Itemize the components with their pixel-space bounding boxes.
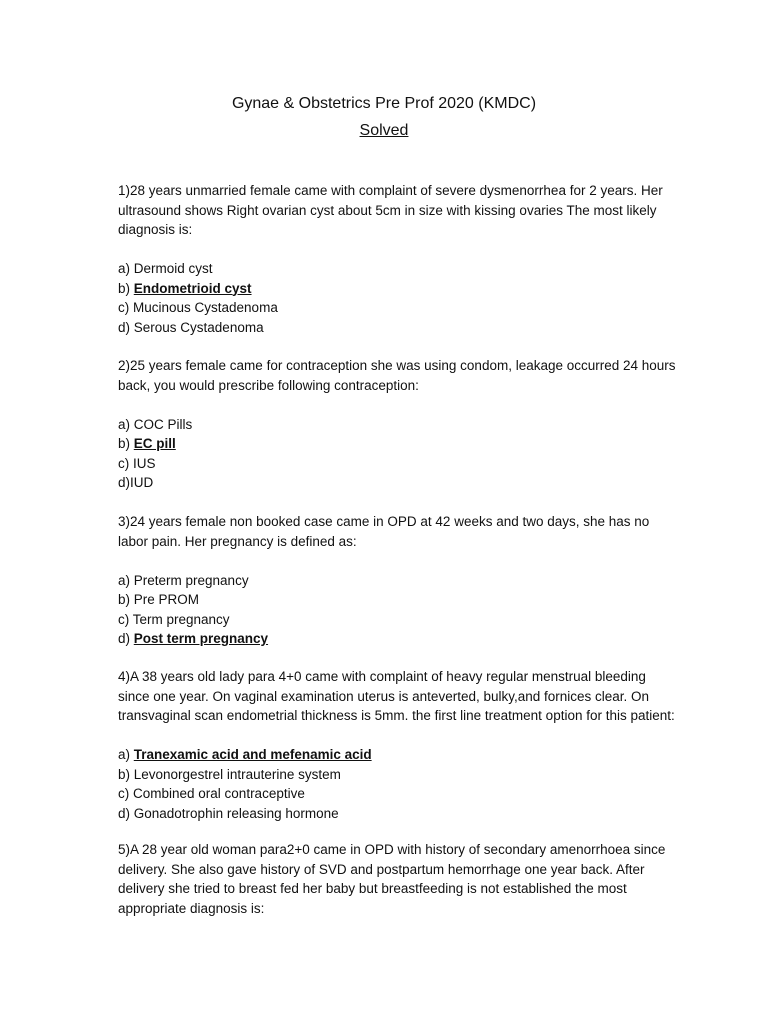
document-subtitle: Solved [359, 122, 409, 139]
option-b [118, 279, 678, 299]
question-2 [118, 356, 678, 493]
option-prefix: a) [118, 261, 134, 276]
option-list [118, 259, 678, 337]
option-d [118, 473, 678, 493]
option-a [118, 571, 678, 591]
option-prefix: c) [118, 611, 133, 627]
option-prefix: b) [118, 766, 134, 782]
option-c [118, 784, 678, 804]
option-prefix: d) [118, 805, 134, 821]
option-text: Gonadotrophin releasing hormone [133, 805, 339, 821]
option-list [118, 745, 678, 823]
correct-answer: Tranexamic acid and mefenamic acid [133, 747, 372, 762]
correct-answer: EC pill [133, 436, 176, 451]
question-1 [118, 181, 678, 337]
question-stem: 5)A 28 year old woman para2+0 came in OPD with history of secondary amenorrhoea since delivery. She also gave history of SVD and postpartum hemorrhage one year back. After delivery she tried to breast fed her baby but breastfeeding is not established the most appropriate diagnosis is: [118, 842, 666, 916]
option-prefix: b) [118, 592, 134, 607]
option-prefix: b) [118, 280, 134, 296]
option-text: Dermoid cyst [133, 261, 213, 276]
option-text: Serous Cystadenoma [133, 319, 264, 335]
option-prefix: c) [118, 786, 133, 801]
question-3 [118, 512, 678, 649]
option-text: Levonorgestrel intrauterine system [133, 766, 341, 782]
option-c [118, 298, 678, 318]
option-prefix: a) [118, 416, 134, 432]
correct-answer: Post term pregnancy [133, 631, 269, 646]
option-d [118, 629, 678, 649]
option-d [118, 804, 678, 824]
question-4 [118, 667, 678, 823]
option-text: Mucinous Cystadenoma [133, 300, 278, 315]
option-a [118, 745, 678, 765]
option-list [118, 571, 678, 649]
option-list [118, 415, 678, 493]
option-text: Preterm pregnancy [133, 572, 249, 588]
option-text: Combined oral contraceptive [133, 786, 305, 801]
option-b [118, 434, 678, 454]
option-text: Pre PROM [133, 592, 200, 607]
option-prefix: d) [118, 319, 134, 335]
option-prefix: d) [118, 475, 131, 490]
option-text: IUD [130, 475, 154, 490]
question-stem: 3)24 years female non booked case came in OPD at 42 weeks and two days, she has no labor pain. Her pregnancy is defined as: [118, 514, 650, 549]
option-b [118, 590, 678, 610]
question-stem: 2)25 years female came for contraception she was using condom, leakage occurred 24 hours back, you would prescribe following contraception: [118, 358, 676, 393]
question-stem: 4)A 38 years old lady para 4+0 came with complaint of heavy regular menstrual bleeding since one year. On vaginal examination uterus is anteverted, bulky,and fornices clear. On transvaginal scan endometrial thickness is 5mm. the first line treatment option for this patient: [118, 669, 675, 723]
option-text: IUS [133, 455, 156, 471]
option-a [118, 259, 678, 279]
option-text: Term pregnancy [132, 611, 230, 627]
option-c [118, 610, 678, 630]
option-prefix: b) [118, 436, 134, 451]
question-5 [118, 840, 678, 918]
question-stem: 1)28 years unmarried female came with complaint of severe dysmenorrhea for 2 years. Her ultrasound shows Right ovarian cyst about 5cm in size with kissing ovaries The most likely diagnosis is: [118, 183, 663, 237]
option-prefix: a) [118, 747, 134, 762]
option-prefix: d) [118, 631, 134, 646]
option-d [118, 318, 678, 338]
document-title: Gynae & Obstetrics Pre Prof 2020 (KMDC) [231, 95, 537, 112]
option-prefix: c) [118, 455, 133, 471]
option-text: COC Pills [133, 416, 193, 432]
option-prefix: c) [118, 300, 133, 315]
option-prefix: a) [118, 572, 134, 588]
option-c [118, 454, 678, 474]
correct-answer: Endometrioid cyst [133, 280, 252, 296]
option-b [118, 765, 678, 785]
option-a [118, 415, 678, 435]
